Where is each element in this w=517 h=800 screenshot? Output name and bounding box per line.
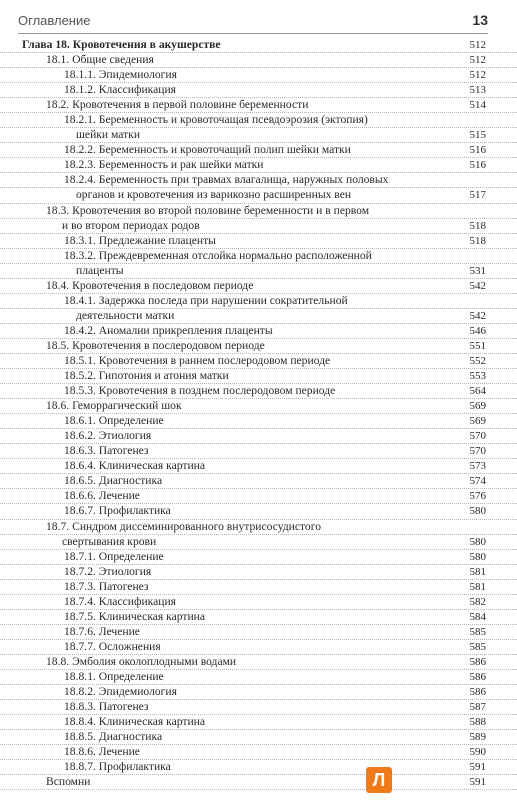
- toc-entry-title: 18.6.1. Определение: [64, 414, 164, 428]
- toc-entry-title: 18.7.2. Этиология: [64, 564, 152, 578]
- running-title: Оглавление: [18, 13, 91, 28]
- toc-entry-title: 18.3.2. Преждевременная отслойка нормально расположенной: [64, 248, 372, 262]
- toc-entry: [0, 414, 517, 429]
- table-of-contents: [0, 38, 517, 790]
- toc-entry: [0, 655, 517, 670]
- toc-entry-title: 18.6.4. Клиническая картина: [64, 459, 206, 473]
- toc-entry-title: 18.8.7. Профилактика: [64, 760, 171, 774]
- toc-entry-title: 18.8.4. Клиническая картина: [64, 715, 206, 729]
- toc-entry-page: 586: [469, 686, 486, 699]
- toc-entry-title: 18.8. Эмболия околоплодными водами: [46, 654, 237, 668]
- toc-entry-page: 584: [469, 610, 486, 623]
- toc-entry-page: 512: [469, 69, 486, 82]
- toc-entry: [0, 685, 517, 700]
- toc-entry-page: 581: [469, 580, 486, 593]
- toc-entry-page: 569: [469, 400, 486, 413]
- page-header: [18, 11, 488, 34]
- toc-entry-title: деятельности матки: [76, 308, 175, 322]
- toc-entry-title: плаценты: [76, 263, 124, 277]
- toc-entry-title: 18.2.3. Беременность и рак шейки матки: [64, 158, 264, 172]
- toc-entry-title: 18.7.4. Классификация: [64, 594, 177, 608]
- toc-entry-page: 576: [469, 490, 486, 503]
- toc-entry: [0, 550, 517, 565]
- toc-entry-page: 588: [469, 716, 486, 729]
- toc-entry-title: 18.8.6. Лечение: [64, 745, 140, 759]
- toc-entry: [0, 53, 517, 68]
- toc-entry-page: 512: [469, 39, 486, 51]
- toc-entry-page: 542: [469, 309, 486, 322]
- toc-entry-title: 18.2.4. Беременность при травмах влагалища, наружных половых: [64, 173, 389, 187]
- toc-entry: [0, 535, 517, 550]
- toc-entry-title: свертывания крови: [62, 534, 157, 548]
- toc-entry-title: Вспомни: [46, 775, 91, 789]
- toc-entry: [0, 264, 517, 279]
- toc-entry: [0, 188, 517, 203]
- toc-entry-page: 542: [469, 279, 486, 292]
- toc-entry-title: и во втором периодах родов: [62, 218, 200, 232]
- toc-entry: [0, 219, 517, 234]
- toc-entry-page: 570: [469, 430, 486, 443]
- toc-entry: [0, 595, 517, 610]
- toc-entry-page: 587: [469, 701, 486, 714]
- toc-entry-page: 581: [469, 565, 486, 578]
- toc-entry: [0, 38, 517, 53]
- toc-entry: [0, 234, 517, 249]
- toc-entry-title: 18.4.2. Аномалии прикрепления плаценты: [64, 323, 273, 337]
- toc-entry-title: 18.6.2. Этиология: [64, 429, 152, 443]
- toc-entry-title: 18.8.5. Диагностика: [64, 730, 163, 744]
- toc-entry-page: 513: [469, 84, 486, 97]
- toc-entry-title: 18.2.2. Беременность и кровоточащий полип шейки матки: [64, 143, 351, 157]
- toc-entry-title: 18.1. Общие сведения: [46, 53, 154, 67]
- toc-entry: [0, 128, 517, 143]
- toc-entry: [0, 399, 517, 414]
- toc-entry-title: 18.6. Геморрагический шок: [46, 399, 182, 413]
- toc-entry: [0, 173, 517, 188]
- toc-entry-title: 18.5.1. Кровотечения в раннем послеродовом периоде: [64, 353, 331, 367]
- toc-entry-title: 18.3.1. Предлежание плаценты: [64, 233, 216, 247]
- toc-entry-title: 18.7.5. Клиническая картина: [64, 609, 206, 623]
- toc-entry: [0, 294, 517, 309]
- toc-entry: [0, 459, 517, 474]
- toc-entry-title: 18.8.3. Патогенез: [64, 700, 149, 714]
- toc-entry-page: 585: [469, 640, 486, 653]
- toc-entry: [0, 354, 517, 369]
- toc-entry-title: 18.5.2. Гипотония и атония матки: [64, 369, 229, 383]
- toc-entry: [0, 775, 517, 790]
- toc-entry-page: 551: [469, 339, 486, 352]
- toc-entry: [0, 339, 517, 354]
- page-number: 13: [472, 12, 488, 28]
- toc-entry-page: 591: [469, 761, 486, 774]
- toc-entry: [0, 610, 517, 625]
- toc-entry-title: 18.7.6. Лечение: [64, 624, 140, 638]
- toc-entry-page: 553: [469, 370, 486, 383]
- toc-entry: [0, 113, 517, 128]
- toc-entry: [0, 474, 517, 489]
- toc-entry: [0, 580, 517, 595]
- toc-entry-page: 518: [469, 219, 486, 232]
- toc-entry-page: 512: [469, 54, 486, 67]
- toc-entry: [0, 489, 517, 504]
- toc-entry-title: 18.8.2. Эпидемиология: [64, 685, 177, 699]
- toc-entry-title: 18.7.7. Осложнения: [64, 639, 161, 653]
- toc-entry-page: 515: [469, 129, 486, 142]
- toc-entry-title: 18.7.3. Патогенез: [64, 579, 149, 593]
- toc-entry-title: 18.6.3. Патогенез: [64, 444, 149, 458]
- toc-entry-title: 18.2. Кровотечения в первой половине беременности: [46, 98, 309, 112]
- labirint-logo-icon: Л: [366, 767, 392, 793]
- toc-entry-title: 18.7. Синдром диссеминированного внутрисосудистого: [46, 519, 321, 533]
- toc-entry: [0, 520, 517, 535]
- toc-entry: [0, 98, 517, 113]
- toc-entry-title: Глава 18. Кровотечения в акушерстве: [22, 38, 221, 51]
- toc-entry: [0, 700, 517, 715]
- toc-entry-title: 18.5.3. Кровотечения в позднем послеродовом периоде: [64, 384, 336, 398]
- toc-entry-page: 580: [469, 505, 486, 518]
- toc-entry: [0, 369, 517, 384]
- toc-entry-title: 18.1.2. Классификация: [64, 83, 177, 97]
- toc-entry: [0, 429, 517, 444]
- toc-entry-title: 18.6.7. Профилактика: [64, 504, 171, 518]
- toc-entry: [0, 158, 517, 173]
- toc-entry-page: 514: [469, 99, 486, 112]
- toc-entry-page: 586: [469, 655, 486, 668]
- toc-entry-page: 590: [469, 746, 486, 759]
- toc-entry-page: 570: [469, 445, 486, 458]
- toc-entry-title: 18.8.1. Определение: [64, 669, 164, 683]
- toc-entry: [0, 384, 517, 399]
- toc-entry-title: 18.2.1. Беременность и кровоточащая псевдоэрозия (эктопия): [64, 113, 368, 127]
- toc-entry-page: 546: [469, 324, 486, 337]
- toc-entry: [0, 279, 517, 294]
- toc-entry-title: 18.4.1. Задержка последа при нарушении сократительной: [64, 293, 348, 307]
- toc-entry-title: 18.3. Кровотечения во второй половине беременности и в первом: [46, 203, 370, 217]
- toc-entry: [0, 68, 517, 83]
- toc-entry-page: 516: [469, 159, 486, 172]
- toc-entry-page: 564: [469, 385, 486, 398]
- toc-entry: [0, 249, 517, 264]
- toc-entry: [0, 625, 517, 640]
- toc-entry-page: 573: [469, 460, 486, 473]
- toc-entry-page: 589: [469, 731, 486, 744]
- toc-entry-title: 18.1.1. Эпидемиология: [64, 68, 177, 82]
- toc-entry-title: 18.5. Кровотечения в послеродовом периоде: [46, 338, 265, 352]
- toc-entry-title: шейки матки: [76, 128, 141, 142]
- toc-entry: [0, 565, 517, 580]
- toc-entry: [0, 715, 517, 730]
- toc-entry-page: 517: [469, 189, 486, 202]
- toc-entry: [0, 444, 517, 459]
- toc-entry: [0, 504, 517, 519]
- toc-entry-title: органов и кровотечения из варикозно расширенных вен: [76, 188, 352, 202]
- toc-entry-title: 18.4. Кровотечения в последовом периоде: [46, 278, 254, 292]
- toc-entry-page: 580: [469, 535, 486, 548]
- toc-entry-title: 18.7.1. Определение: [64, 549, 164, 563]
- toc-entry-page: 516: [469, 144, 486, 157]
- toc-entry: [0, 640, 517, 655]
- toc-entry: [0, 83, 517, 98]
- toc-entry-title: 18.6.5. Диагностика: [64, 474, 163, 488]
- toc-entry: [0, 309, 517, 324]
- toc-entry-page: 518: [469, 234, 486, 247]
- toc-entry-page: 585: [469, 625, 486, 638]
- toc-entry-page: 591: [469, 776, 486, 789]
- toc-entry-page: 582: [469, 595, 486, 608]
- toc-entry-page: 580: [469, 550, 486, 563]
- toc-entry: [0, 143, 517, 158]
- toc-entry-title: 18.6.6. Лечение: [64, 489, 140, 503]
- toc-entry-page: 574: [469, 475, 486, 488]
- toc-entry-page: 586: [469, 670, 486, 683]
- toc-entry: [0, 745, 517, 760]
- toc-entry-page: 531: [469, 264, 486, 277]
- toc-entry: [0, 204, 517, 219]
- toc-entry: [0, 324, 517, 339]
- toc-entry-page: 552: [469, 354, 486, 367]
- toc-entry-page: 569: [469, 415, 486, 428]
- toc-entry: [0, 760, 517, 775]
- toc-entry: [0, 670, 517, 685]
- toc-entry: [0, 730, 517, 745]
